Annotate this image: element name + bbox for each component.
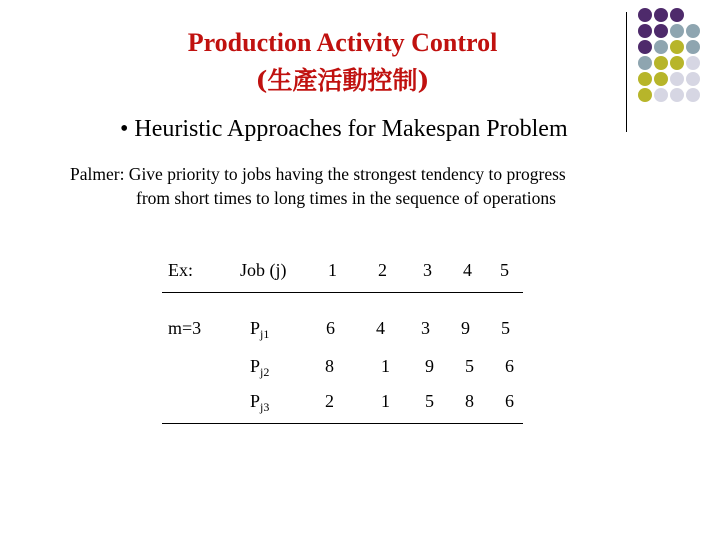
decorative-dot <box>686 88 700 102</box>
job-header-label: Job (j) <box>240 260 287 280</box>
ex-label: Ex: <box>168 260 193 280</box>
table-cell: 9 <box>461 318 470 338</box>
table-cell: 8 <box>325 356 334 376</box>
job-number-1: 1 <box>328 260 337 280</box>
job-number-2: 2 <box>378 260 387 280</box>
decorative-dot <box>638 40 652 54</box>
decorative-dot <box>670 8 684 22</box>
table-cell: 5 <box>425 391 434 411</box>
table-cell: 4 <box>376 318 385 338</box>
decorative-dot <box>654 8 668 22</box>
decorative-dot <box>638 24 652 38</box>
table-cell: 2 <box>325 391 334 411</box>
decorative-dot <box>638 8 652 22</box>
decorative-dot <box>686 40 700 54</box>
job-number-3: 3 <box>423 260 432 280</box>
decorative-dot <box>654 40 668 54</box>
bullet-heading: • Heuristic Approaches for Makespan Problem <box>120 116 568 142</box>
decorative-dot <box>686 24 700 38</box>
table-cell: 3 <box>421 318 430 338</box>
decorative-dot <box>654 56 668 70</box>
table-cell: 6 <box>326 318 335 338</box>
decorative-dot <box>654 72 668 86</box>
job-number-4: 4 <box>463 260 472 280</box>
table-cell: 1 <box>381 391 390 411</box>
decorative-dot <box>654 88 668 102</box>
table-bottom-rule <box>162 423 523 424</box>
job-number-5: 5 <box>500 260 509 280</box>
table-cell: 8 <box>465 391 474 411</box>
slide-title: Production Activity Control <box>187 28 498 57</box>
decorative-dot <box>670 72 684 86</box>
table-cell: 6 <box>505 356 514 376</box>
decorative-dot <box>686 72 700 86</box>
decorative-dot <box>670 56 684 70</box>
decorative-dot <box>670 24 684 38</box>
row-label-pj1: $P_{j1}$ <box>250 318 270 341</box>
table-cell: 5 <box>501 318 510 338</box>
decorative-dot <box>638 88 652 102</box>
table-cell: 9 <box>425 356 434 376</box>
palmer-line-1: Palmer: Give priority to jobs having the strongest tendency to progress <box>70 164 566 184</box>
divider-line <box>626 12 627 132</box>
decorative-dot <box>670 88 684 102</box>
decorative-dot <box>638 72 652 86</box>
row-label-pj2: $P_{j2}$ <box>250 356 270 379</box>
palmer-line-2: from short times to long times in the sequence of operations <box>136 188 556 208</box>
row-label-pj3: $P_{j3}$ <box>250 391 270 414</box>
table-cell: 5 <box>465 356 474 376</box>
table-header-rule <box>162 292 523 293</box>
table-cell: 1 <box>381 356 390 376</box>
palmer-description <box>70 162 670 210</box>
table-cell: 6 <box>505 391 514 411</box>
decorative-dot <box>654 24 668 38</box>
decorative-dot <box>670 40 684 54</box>
decorative-dot <box>686 56 700 70</box>
machine-count-label: m=3 <box>168 318 202 338</box>
slide-subtitle-chinese: (生產活動控制) <box>255 66 430 95</box>
decorative-dot <box>638 56 652 70</box>
